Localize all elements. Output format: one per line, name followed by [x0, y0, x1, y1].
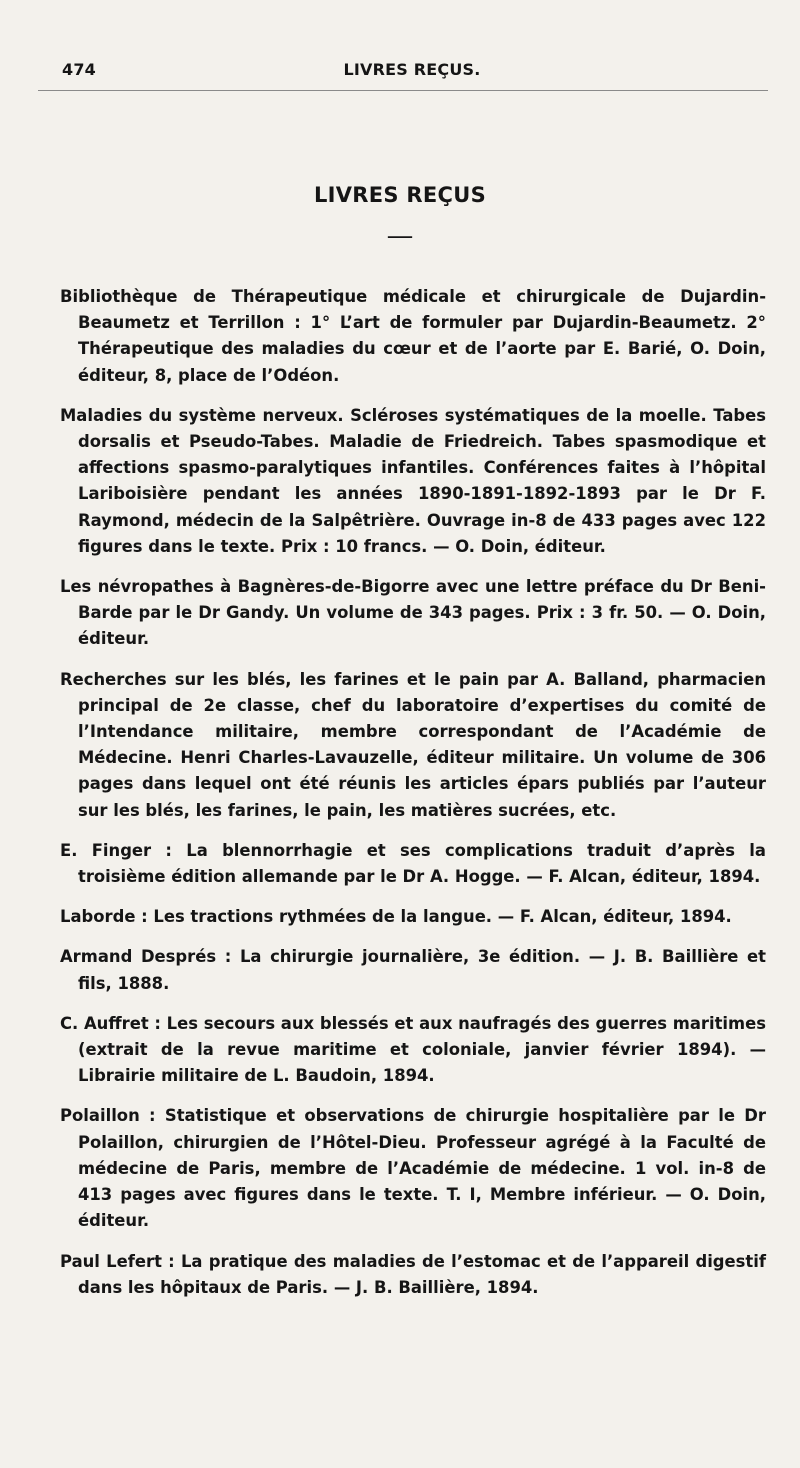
book-entry-balland: Recherches sur les blés, les farines et le pain par A. Balland, pharmacien principal de 2e classe, chef du laboratoire d’expertises du comité de l’Intendance militaire, membre correspondant de l’Académie de Médecine. Henri Charles-Lavauzelle, éditeur militaire. Un volume de 306 pages dans lequel ont été réunis les articles épars publiés par l’auteur sur les blés, les farines, le pain, les matières sucrées, etc.: [60, 669, 766, 820]
title-separator: —: [388, 223, 412, 249]
book-entry-laborde: Laborde : Les tractions rythmées de la langue. — F. Alcan, éditeur, 1894.: [60, 907, 732, 927]
book-entry-gandy: Les névropathes à Bagnères-de-Bigorre avec une lettre préface du Dr Beni-Barde par le Dr Gandy. Un volume de 343 pages. Prix : 3 fr. 50. — O. Doin, éditeur.: [60, 577, 766, 649]
book-entry-lefert: Paul Lefert : La pratique des maladies de l’estomac et de l’appareil digestif dans les hôpitaux de Paris. — J. B. Baillière, 1894.: [60, 1251, 766, 1297]
book-entry-auffret: C. Auffret : Les secours aux blessés et aux naufragés des guerres maritimes (extrait de la revue maritime et coloniale, janvier février 1894). — Librairie militaire de L. Baudoin, 1894.: [60, 1013, 766, 1086]
book-entry-dujardin-beaumetz: Bibliothèque de Thérapeutique médicale et chirurgicale de Dujardin-Beaumetz et Terrillon : 1° L’art de formuler par Dujardin-Beaumetz. 2° Thérapeutique des maladies du cœur et de l’aorte par E. Barié, O. Doin, éditeur, 8, place de l’Odéon.: [60, 287, 766, 385]
book-entry-raymond: Maladies du système nerveux. Scléroses systématiques de la moelle. Tabes dorsalis et Pseudo-Tabes. Maladie de Friedreich. Tabes spasmodique et affections spasmo-paralytiques infantiles. Conférences faites à l’hôpital Lariboisière pendant les années 1890-1891-1892-1893 par le Dr F. Raymond, médecin de la Salpêtrière. Ouvrage in-8 de 433 pages avec 122 figures dans le texte. Prix : 10 francs. — O. Doin, éditeur.: [60, 405, 766, 556]
running-title: LIVRES REÇUS.: [343, 60, 481, 79]
header-rule: [38, 90, 768, 91]
book-entry-polaillon: Polaillon : Statistique et observations de chirurgie hospitalière par le Dr Polaillon, chirurgien de l’Hôtel-Dieu. Professeur agrégé à la Faculté de médecine de Paris, membre de l’Académie de médecine. 1 vol. in-8 de 413 pages avec figures dans le texte. T. I, Membre inférieur. — O. Doin, éditeur.: [60, 1106, 766, 1231]
section-title: LIVRES REÇUS: [313, 183, 487, 207]
book-list: [60, 284, 766, 1315]
running-header: [62, 60, 762, 86]
book-entry-despres: Armand Després : La chirurgie journalière, 3e édition. — J. B. Baillière et fils, 1888.: [60, 947, 766, 993]
book-entry-finger: E. Finger : La blennorrhagie et ses complications traduit d’après la troisième édition allemande par le Dr A. Hogge. — F. Alcan, éditeur, 1894.: [60, 840, 766, 887]
page-number: 474: [62, 60, 96, 79]
